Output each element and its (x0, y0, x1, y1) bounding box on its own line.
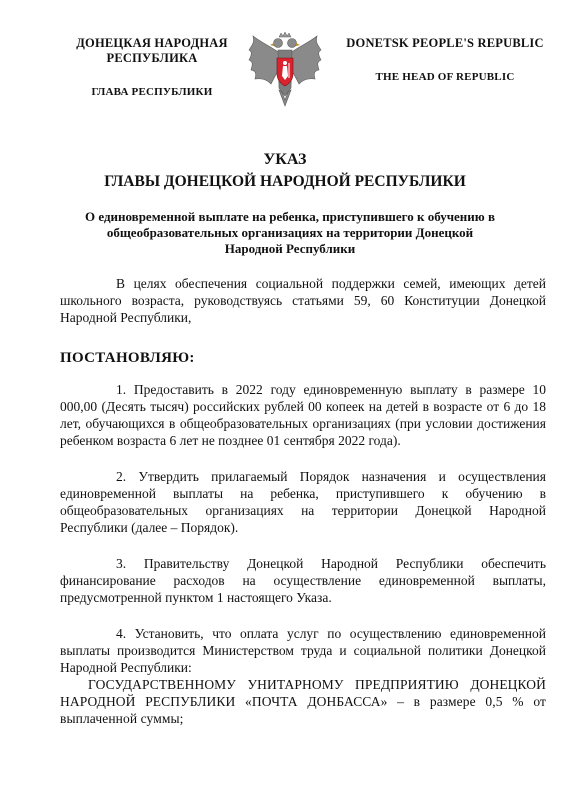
eagle-left-head (274, 39, 283, 48)
item-3-paragraph: 3. Правительству Донецкой Народной Республики обеспечить финансирование расходов на осуществление единовременной выплаты, предусмотренной пунктом 1 настоящего Указа. (60, 556, 546, 605)
eagle-right-beak (296, 43, 300, 46)
eagle-right-head (288, 39, 297, 48)
decree-issuer: ГЛАВЫ ДОНЕЦКОЙ НАРОДНОЙ РЕСПУБЛИКИ (104, 173, 466, 190)
decree-operative-word: ПОСТАНОВЛЯЮ: (60, 350, 195, 366)
letterhead-left (52, 36, 252, 100)
shield-figure-head (283, 61, 287, 65)
item-4-paragraph: 4. Установить, что оплата услуг по осуществлению единовременной выплаты производится Министерством труда и социальной политики Донецкой Народной Республики: (60, 626, 546, 675)
decree-subject: О единовременной выплате на ребенка, приступившего к обучению в общеобразовательных организациях на территории Донецкой Народной Республики (84, 209, 495, 256)
item-2-paragraph: 2. Утвердить прилагаемый Порядок назначения и осуществления единовременной выплаты на ребенка, приступившего к обучению в общеобразовательных организациях на территории Донецкой Народной Республики (далее – Порядок). (60, 469, 546, 535)
eagle-crown (279, 32, 291, 37)
item-1-paragraph: 1. Предоставить в 2022 году единовременную выплату в размере 10 000,00 (Десять тысяч) российских рублей 00 копеек на детей в возрасте от 6 до 18 лет, обучающихся в общеобразовательных организациях (при условии достижения ребенком возраста 6 лет не позднее 01 сентября 2022 года). (60, 382, 546, 448)
double-headed-eagle-icon (245, 30, 325, 110)
preamble-paragraph: В целях обеспечения социальной поддержки семей, имеющих детей школьного возраста, руководствуясь статьями 59, 60 Конституции Донецкой Народной Республики, (60, 276, 546, 325)
letterhead-left-title: ДОНЕЦКАЯ НАРОДНАЯ РЕСПУБЛИКА (76, 36, 228, 65)
eagle-left-beak (270, 43, 274, 46)
letterhead-right-title: DONETSK PEOPLE'S REPUBLIC (346, 36, 544, 50)
letterhead-left-subtitle: ГЛАВА РЕСПУБЛИКИ (91, 86, 213, 98)
letterhead (0, 0, 570, 120)
decree-title: УКАЗ (263, 151, 307, 168)
decree-body (60, 275, 546, 727)
item-4-organization: ГОСУДАРСТВЕННОМУ УНИТАРНОМУ ПРЕДПРИЯТИЮ ДОНЕЦКОЙ НАРОДНОЙ РЕСПУБЛИКИ «ПОЧТА ДОНБАССА» – в размере 0,5 % от выплаченной суммы; (60, 677, 546, 726)
letterhead-right (345, 36, 545, 85)
letterhead-right-subtitle: THE HEAD OF REPUBLIC (375, 71, 515, 83)
